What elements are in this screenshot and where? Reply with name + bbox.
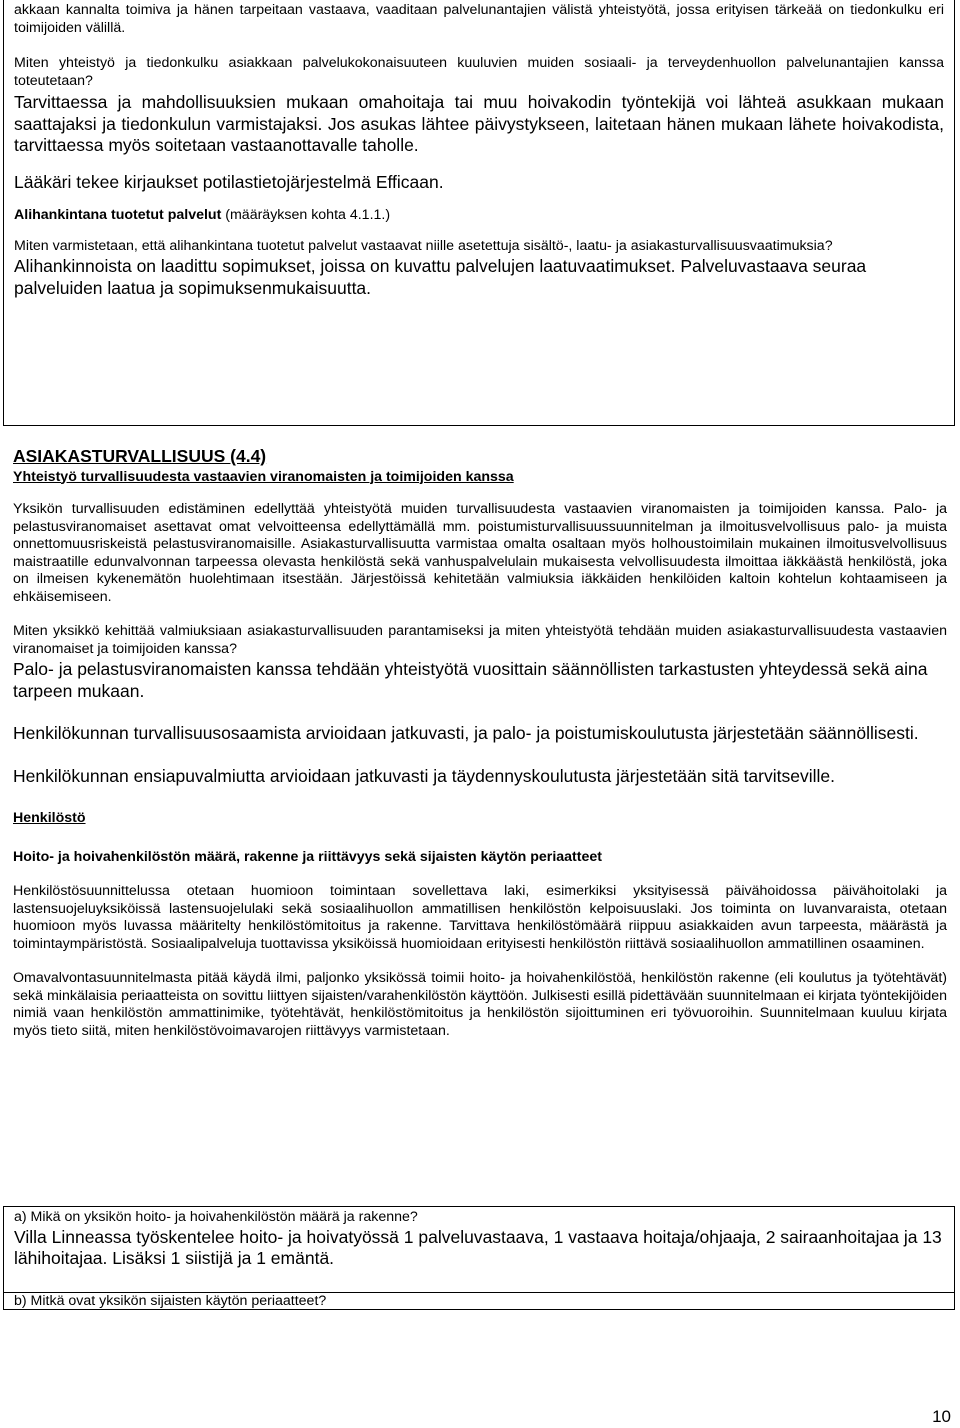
page-number: 10 bbox=[932, 1407, 951, 1426]
answer-staffing: Villa Linneassa työskentelee hoito- ja hoivatyössä 1 palveluvastaava, 1 vastaava hoitaja/ohjaaja, 2 sairaanhoitajaa ja 13 lähihoitajaa. Lisäksi 1 siistijä ja 1 emäntä. bbox=[14, 1226, 942, 1268]
heading-personnel-sub: Hoito- ja hoivahenkilöstön määrä, rakenne ja riittävyys sekä sijaisten käytön periaatteet bbox=[13, 848, 603, 865]
answer-box-collaboration bbox=[3, 0, 955, 426]
answer-collaboration: Tarvittaessa ja mahdollisuuksien mukaan omahoitaja tai muu hoivakodin työntekijä voi lähteä asukkaan mukaan saattajaksi ja tiedonkulun varmistajaksi. Jos asukas lähtee päivystykseen, laitetaan hänen mukaan lähete hoivakodista, tarvittaessa myös soitetaan vastaanottavalle taholle. bbox=[14, 92, 944, 155]
heading-subcontracting bbox=[14, 207, 944, 225]
answer-fire-authorities: Palo- ja pelastusviranomaisten kanssa tehdään yhteistyötä vuosittain säännöllisten tarkastusten yhteydessä sekä aina tarpeen mukaan. bbox=[13, 659, 928, 701]
main-content bbox=[13, 446, 947, 1040]
text-personnel-planning: Henkilöstösuunnittelussa otetaan huomioon toimintaan sovellettava laki, esimerkiksi yksityisessä päivähoidossa päivähoitolaki ja lastensuojeluyksiköissä lastensuojelulaki sekä sosiaalihuollon ammatillisen henkilöstön kelpoisuuslaki. Jos toiminta on luvanvaraista, otetaan huomioon myös luvassa määritelty henkilöstömitoitus ja rakenne. Tarvittava henkilöstömäärä riippuu asiakkaiden avun tarpeesta, määrästä ja toimintaympäristöstä. Sosiaalipalveluja tuottavissa yksiköissä huomioidaan erityisesti henkilöstön riittävä sosiaalihuollon ammatillinen osaaminen. bbox=[13, 883, 947, 952]
answer-safety-training: Henkilökunnan turvallisuusosaamista arvioidaan jatkuvasti, ja palo- ja poistumiskoulutusta järjestetään säännöllisesti. bbox=[13, 723, 919, 743]
question-subcontracting: Miten varmistetaan, että alihankintana tuotetut palvelut vastaavat niille asetettuja sisältö-, laatu- ja asiakasturvallisuusvaatimuksia? bbox=[14, 237, 833, 254]
answer-subcontracting: Alihankinnoista on laadittu sopimukset, joissa on kuvattu palvelujen laatuvaatimukset. Palveluvastaava seuraa palveluiden laatua ja sopimuksenmukaisuutta. bbox=[14, 256, 867, 298]
answer-box-substitutes bbox=[3, 1292, 955, 1310]
section-subtitle: Yhteistyö turvallisuudesta vastaavien viranomaisten ja toimijoiden kanssa bbox=[13, 468, 514, 485]
heading-personnel: Henkilöstö bbox=[13, 810, 86, 826]
section-title: ASIAKASTURVALLISUUS (4.4) bbox=[13, 446, 267, 466]
question-safety: Miten yksikkö kehittää valmiuksiaan asiakasturvallisuuden parantamiseksi ja miten yhteistyötä tehdään muiden asiakasturvallisuudesta vastaavien viranomaiset ja toimijoiden kanssa? bbox=[13, 623, 947, 657]
question-substitutes: b) Mitkä ovat yksikön sijaisten käytön periaatteet? bbox=[14, 1293, 327, 1309]
question-collaboration: Miten yhteistyö ja tiedonkulku asiakkaan palvelukokonaisuuteen kuuluvien muiden sosiaali- ja terveydenhuollon palvelunantajien kanssa toteutetaan? bbox=[14, 55, 944, 89]
answer-records: Lääkäri tekee kirjaukset potilastietojärjestelmä Efficaan. bbox=[14, 171, 444, 192]
answer-box-staffing bbox=[3, 1206, 955, 1293]
answer-first-aid: Henkilökunnan ensiapuvalmiutta arvioidaan jatkuvasti ja täydennyskoulutusta järjestetään sitä tarvitseville. bbox=[13, 765, 835, 786]
text-safety-collaboration: Yksikön turvallisuuden edistäminen edellyttää yhteistyötä muiden turvallisuudesta vastaavien viranomaisten ja toimijoiden kanssa. Palo- ja pelastusviranomaiset asettavat omat velvoitteensa edellyttämällä mm. poistumisturvallisuussuunnitelman ja ilmoitusvelvollisuus palo- ja muista onnettomuusriskeistä pelastusviranomaisille. Asiakasturvallisuutta varmistaa omalta osaltaan myös holhoustoimilain mukainen ilmoitusvelvollisuus maistraatille edunvalvonnan tarpeessa olevasta henkilöstä sekä vanhuspalvelulain mukaisesta velvollisuudesta ilmoittaa iäkkäästä henkilöstä, joka on ilmeisen kykenemätön huolehtimaan itsestään. Järjestöissä kehitetään valmiuksia iäkkäiden henkilöiden kaltoin kohtelun kohtaamiseen ja ehkäisemiseen. bbox=[13, 501, 947, 605]
text-intro: akkaan kannalta toimiva ja hänen tarpeitaan vastaava, vaaditaan palvelunantajien välistä yhteistyötä, jossa erityisen tärkeää on tiedonkulku eri toimijoiden välillä. bbox=[14, 2, 944, 36]
heading-subcontracting-label: Alihankintana tuotetut palvelut bbox=[14, 207, 222, 223]
text-self-monitoring: Omavalvontasuunnitelmasta pitää käydä ilmi, paljonko yksikössä toimii hoito- ja hoivahenkilöstöä, henkilöstön rakenne (eli koulutus ja työtehtävät) sekä minkälaisia periaatteista on sovittu liittyen sijaisten/varahenkilöstön käyttöön. Julkisesti esillä pidettävään suunnitelmaan ei kirjata työntekijöiden nimiä vaan henkilöstön ammattinimike, työtehtävät, henkilöstömitoitus ja henkilöstön sijoittuminen eri työvuoroihin. Suunnitelmaan kuuluu kirjata myös tieto siitä, miten henkilöstövoimavarojen riittävyys varmistetaan. bbox=[13, 970, 947, 1039]
question-staffing: a) Mikä on yksikön hoito- ja hoivahenkilöstön määrä ja rakenne? bbox=[14, 1209, 418, 1225]
heading-subcontracting-ref: (määräyksen kohta 4.1.1.) bbox=[221, 207, 391, 223]
